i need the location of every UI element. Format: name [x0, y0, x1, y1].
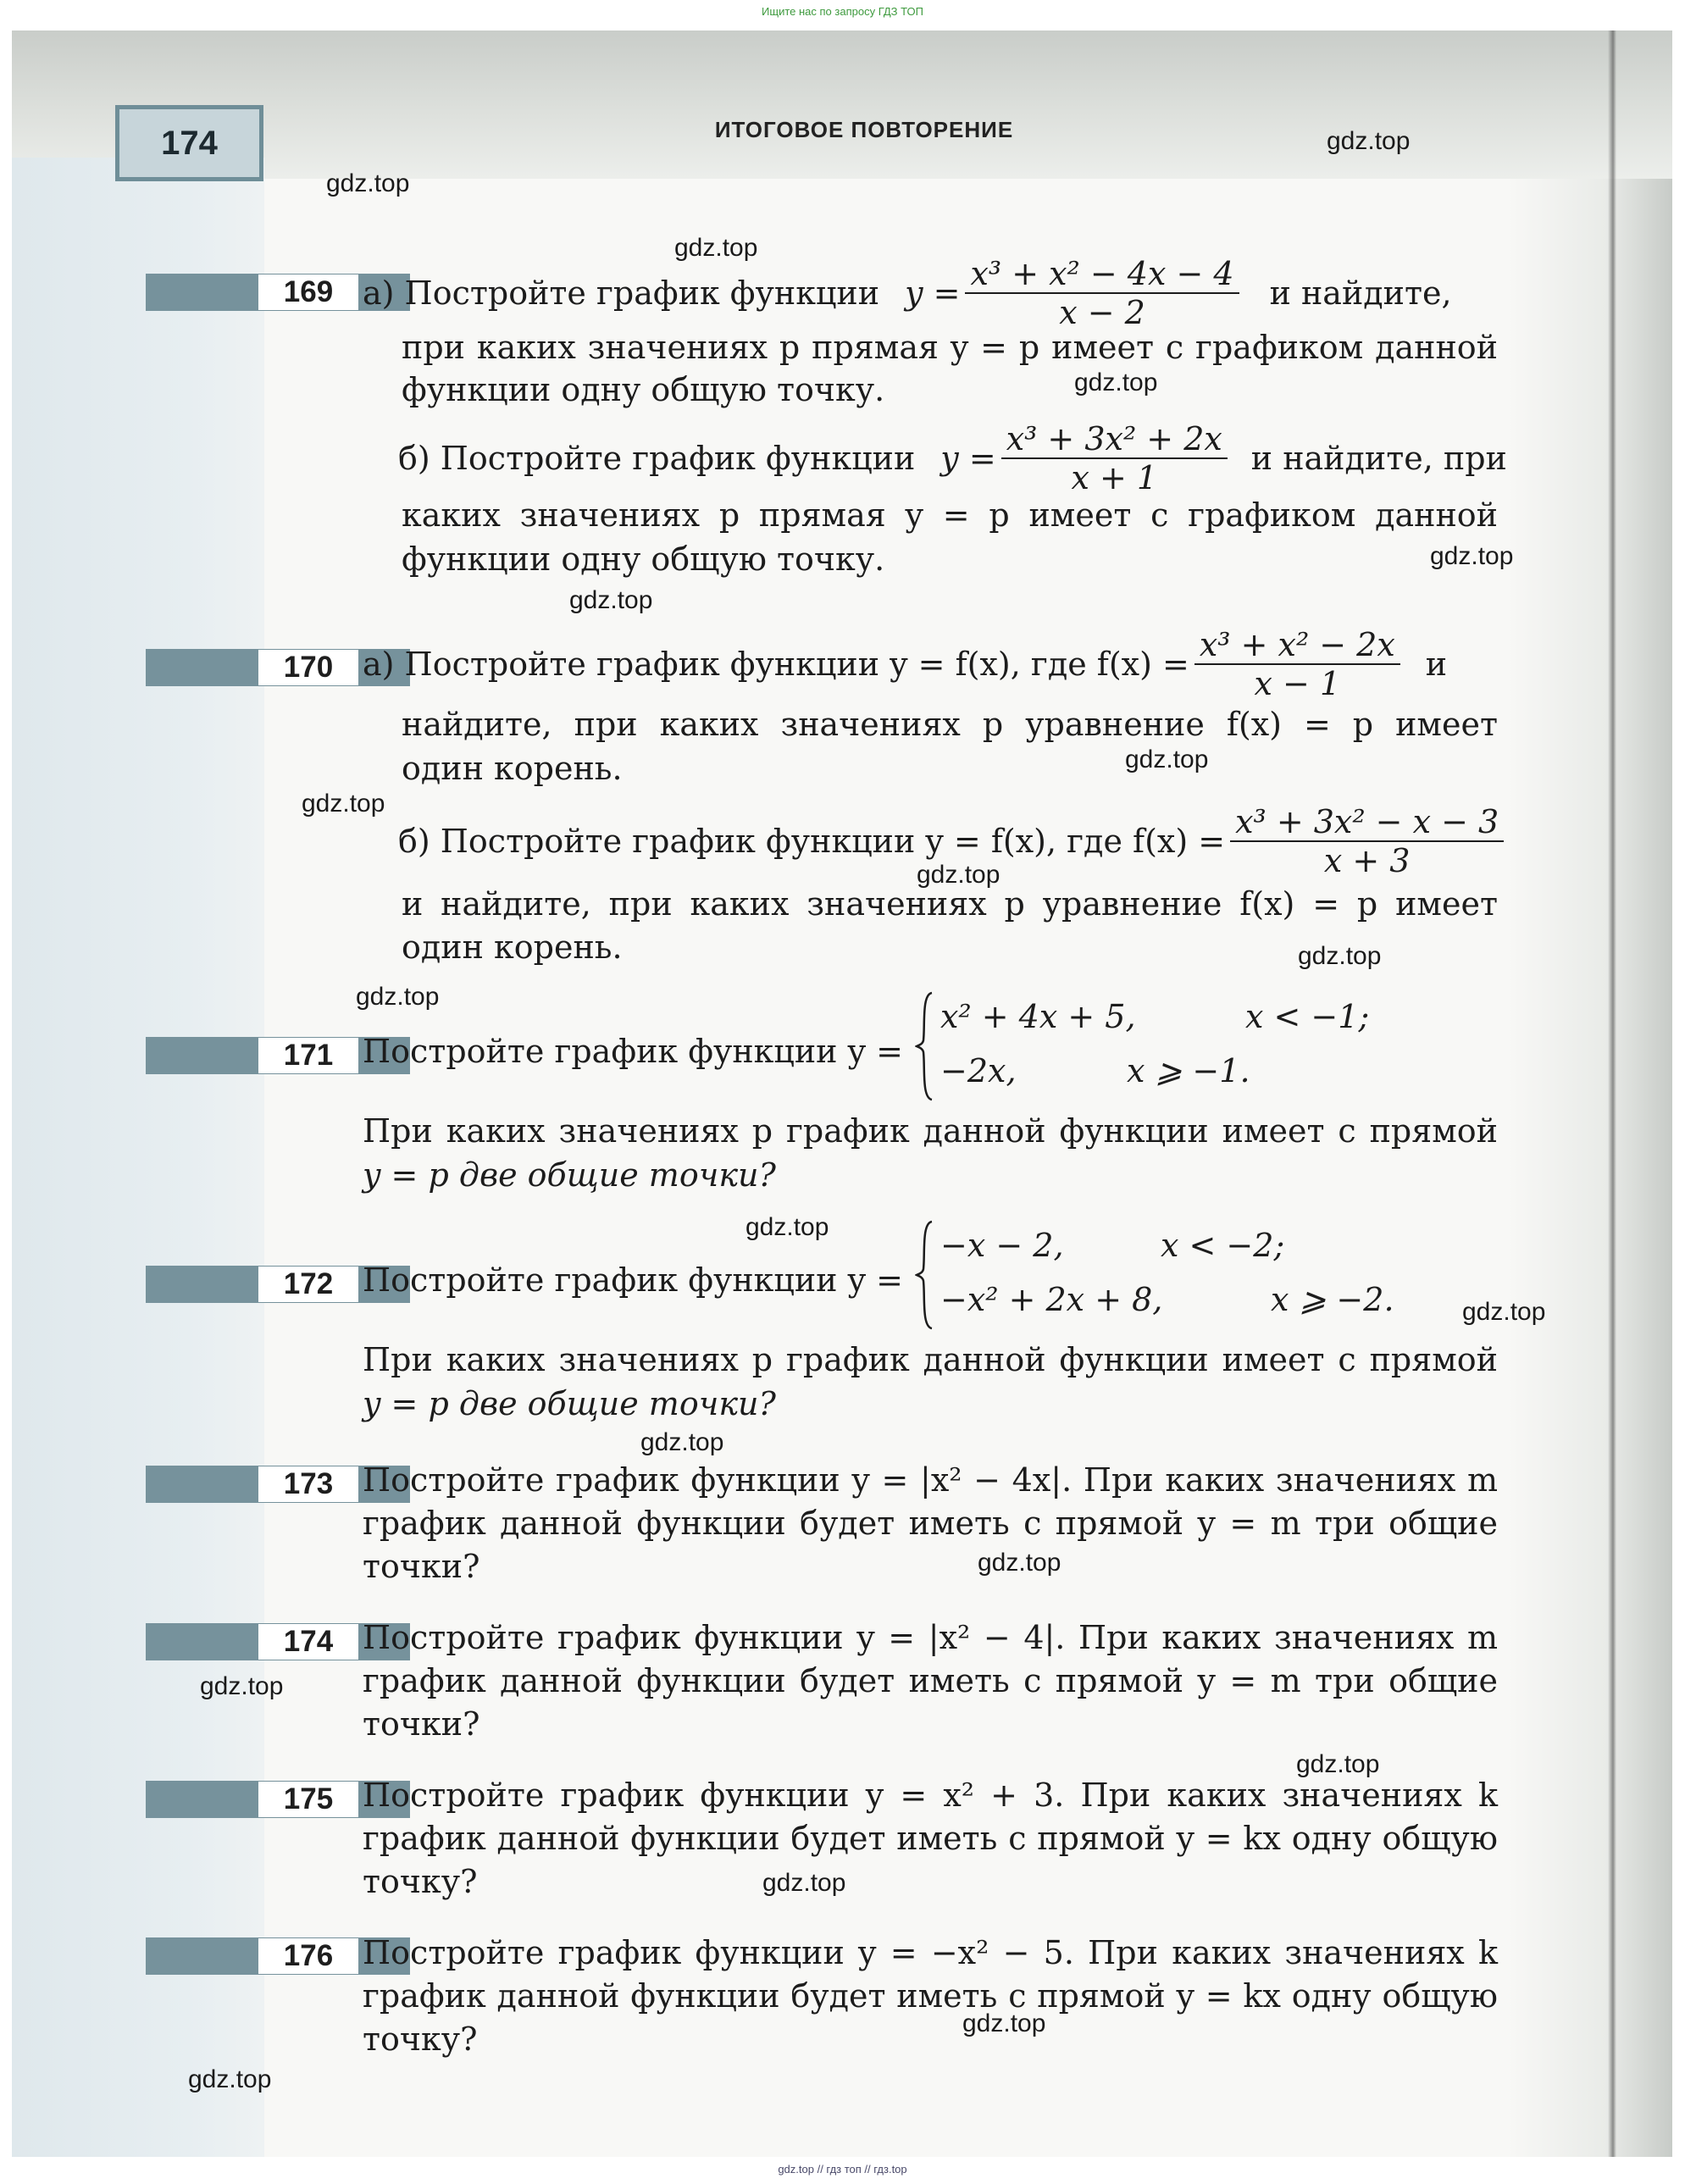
exercise-175-line3: точку?: [363, 1863, 478, 1900]
exercise-171-prefix: Постройте график функции y =: [363, 1033, 903, 1070]
exercise-169-b-fraction: [1001, 420, 1228, 496]
exercise-169-a-fraction: [965, 255, 1239, 331]
top-credit: Ищите нас по запросу ГДЗ ТОП: [762, 5, 923, 18]
exercise-172-line2: При каких значениях p график данной функции имеет с прямой: [363, 1341, 1498, 1378]
watermark: gdz.top: [640, 1428, 724, 1456]
exercise-173-line2: график данной функции будет иметь с прямой y = m три общие: [363, 1505, 1498, 1542]
exercise-170-b-numerator: x³ + 3x² − x − 3: [1230, 803, 1504, 842]
exercise-169-b-denominator: x + 1: [1071, 459, 1158, 496]
exercise-170-a-suffix: и: [1425, 646, 1448, 683]
exercise-169-a-line2: при каких значениях p прямая y = p имеет с графиком данной: [402, 329, 1498, 366]
page-number: 174: [115, 105, 263, 181]
watermark: gdz.top: [1462, 1298, 1546, 1326]
left-brace-icon: [915, 991, 934, 1101]
exercise-170-a-prefix: а) Постройте график функции y = f(x), где f(x) =: [363, 646, 1189, 683]
bottom-credit: gdz.top // гдз топ // гдз.top: [778, 2163, 907, 2176]
exercise-169-a-lhs: y =: [905, 274, 961, 312]
watermark: gdz.top: [1074, 369, 1158, 396]
exercise-175-line2: график данной функции будет иметь с прямой y = kx одну общую: [363, 1820, 1498, 1857]
exercise-170-b-denominator: x + 3: [1323, 842, 1411, 879]
exercise-174-line3: точки?: [363, 1705, 480, 1743]
exercise-number: 170: [258, 650, 358, 685]
watermark: gdz.top: [1296, 1750, 1380, 1778]
watermark: gdz.top: [302, 790, 385, 818]
watermark: gdz.top: [962, 2009, 1046, 2037]
exercise-number: 175: [258, 1782, 358, 1817]
exercise-169-b-line3: функции одну общую точку.: [402, 540, 885, 578]
exercise-174-line2: график данной функции будет иметь с прямой y = m три общие: [363, 1662, 1498, 1699]
exercise-169-b-line1: [398, 420, 1507, 496]
exercise-170-a-line1: [363, 625, 1503, 703]
exercise-169-b-prefix: б) Постройте график функции: [398, 440, 916, 477]
watermark: gdz.top: [917, 861, 1000, 889]
exercise-169-b-lhs: y =: [940, 440, 996, 477]
exercise-172-piecewise: [915, 1220, 1508, 1330]
section-title: ИТОГОВОЕ ПОВТОРЕНИЕ: [714, 117, 1014, 142]
exercise-number: 169: [258, 274, 358, 310]
exercise-170-b-line3: один корень.: [402, 928, 623, 966]
watermark: gdz.top: [356, 983, 440, 1011]
exercise-170-a-line3: один корень.: [402, 750, 623, 787]
exercise-173-line3: точки?: [363, 1548, 480, 1585]
exercise-172-case2-expr: −x² + 2x + 8,: [940, 1281, 1163, 1318]
watermark: gdz.top: [188, 2065, 272, 2093]
watermark: gdz.top: [1125, 746, 1209, 773]
exercise-176-line2: график данной функции будет иметь с прямой y = kx одну общую: [363, 1977, 1498, 2015]
watermark: gdz.top: [1430, 542, 1514, 570]
exercise-171-line2: При каких значениях p график данной функции имеет с прямой: [363, 1112, 1498, 1150]
watermark: gdz.top: [569, 586, 653, 614]
exercise-172-case1-cond: x < −2;: [1161, 1227, 1285, 1264]
watermark: gdz.top: [674, 234, 758, 262]
exercise-171-case2-expr: −2x,: [940, 1052, 1017, 1089]
exercise-number: 174: [258, 1624, 358, 1660]
exercise-169-a-line1: [363, 255, 1498, 331]
exercise-172-case2-cond: x ⩾ −2.: [1271, 1281, 1394, 1318]
exercise-175-line1: Постройте график функции y = x² + 3. При каких значениях k: [363, 1777, 1498, 1814]
watermark: gdz.top: [200, 1672, 284, 1700]
exercise-171-case2-cond: x ⩾ −1.: [1127, 1052, 1250, 1089]
exercise-171-line3: y = p две общие точки?: [363, 1156, 776, 1194]
watermark: gdz.top: [326, 169, 410, 197]
exercise-173-line1: Постройте график функции y = |x² − 4x|. При каких значениях m: [363, 1461, 1498, 1499]
exercise-174-line1: Постройте график функции y = |x² − 4|. При каких значениях m: [363, 1619, 1498, 1656]
exercise-170-b-line2: и найдите, при каких значениях p уравнение f(x) = p имеет: [402, 885, 1498, 923]
exercise-169-b-numerator: x³ + 3x² + 2x: [1001, 420, 1228, 459]
exercise-171-piecewise: [915, 991, 1508, 1101]
exercise-176-line3: точку?: [363, 2020, 478, 2058]
watermark: gdz.top: [1327, 127, 1411, 155]
exercise-169-b-line2: каких значениях p прямая y = p имеет с графиком данной: [402, 496, 1498, 534]
exercise-170-a-line2: найдите, при каких значениях p уравнение f(x) = p имеет: [402, 706, 1498, 743]
watermark: gdz.top: [1298, 942, 1382, 970]
exercise-170-a-denominator: x − 1: [1254, 665, 1341, 702]
exercise-number: 173: [258, 1466, 358, 1502]
exercise-171-case1-cond: x < −1;: [1245, 998, 1370, 1035]
margin-strip: [12, 158, 264, 2157]
exercise-number: 176: [258, 1938, 358, 1974]
exercise-170-a-fraction: [1194, 626, 1400, 702]
exercise-169-a-denominator: x − 2: [1059, 294, 1145, 331]
exercise-number: 171: [258, 1038, 358, 1073]
exercise-170-a-numerator: x³ + x² − 2x: [1194, 626, 1400, 665]
exercise-169-a-line3: функции одну общую точку.: [402, 371, 885, 408]
page-gutter: [1608, 30, 1616, 2157]
exercise-171-case1-expr: x² + 4x + 5,: [940, 998, 1136, 1035]
exercise-169-b-suffix: и найдите, при: [1250, 440, 1507, 477]
exercise-172-case1-expr: −x − 2,: [940, 1227, 1064, 1264]
watermark: gdz.top: [978, 1549, 1061, 1577]
left-brace-icon: [915, 1220, 934, 1330]
exercise-number: 172: [258, 1267, 358, 1302]
exercise-170-b-fraction: [1230, 803, 1504, 879]
watermark: gdz.top: [762, 1869, 846, 1897]
exercise-172-line3: y = p две общие точки?: [363, 1385, 776, 1422]
exercise-169-a-prefix: а) Постройте график функции: [363, 274, 880, 312]
exercise-169-a-suffix: и найдите,: [1269, 274, 1452, 312]
exercise-176-line1: Постройте график функции y = −x² − 5. При каких значениях k: [363, 1934, 1498, 1971]
exercise-172-prefix: Постройте график функции y =: [363, 1261, 903, 1299]
exercise-169-a-numerator: x³ + x² − 4x − 4: [965, 255, 1239, 294]
watermark: gdz.top: [746, 1213, 829, 1241]
exercise-170-b-prefix: б) Постройте график функции y = f(x), где f(x) =: [398, 823, 1226, 860]
